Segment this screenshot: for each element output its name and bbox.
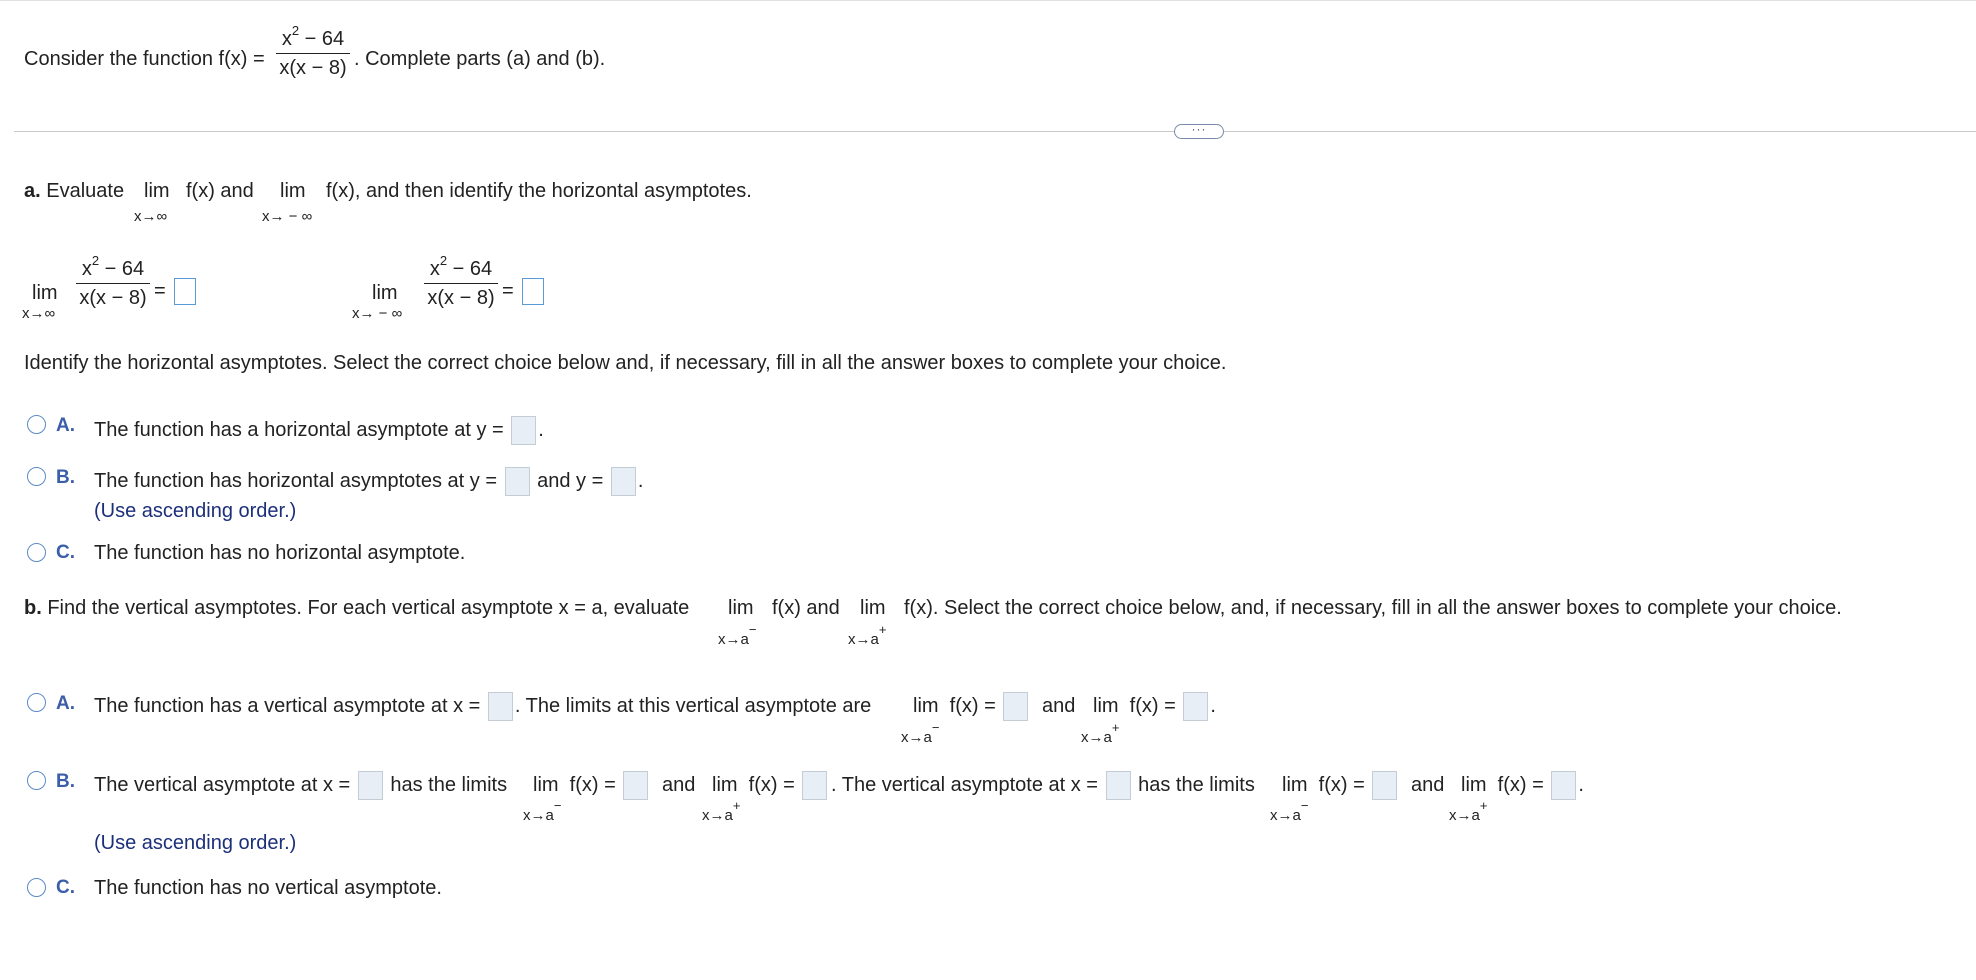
choice-a-a-letter: A. <box>56 415 75 436</box>
choice-a-a-text: The function has a horizontal asymptote at y = . <box>94 416 544 445</box>
choice-b-b-note: (Use ascending order.) <box>94 832 297 854</box>
choice-b-b-radio[interactable] <box>27 771 46 790</box>
choice-b-a-letter: A. <box>56 693 75 714</box>
part-a-label: a. <box>24 180 41 202</box>
choice-a-b-answer-box-1[interactable] <box>505 467 530 496</box>
choice-b-a-lim-2-box[interactable] <box>1183 692 1208 721</box>
choice-b-b-lim-1-box[interactable] <box>623 771 648 800</box>
choice-b-a-text: The function has a vertical asymptote at x = . The limits at this vertical asymptote are <box>94 692 871 721</box>
part-b-lim-1-sub: x→a− <box>718 622 757 648</box>
eq2-sub: x→ − ∞ <box>352 305 403 322</box>
choice-a-b-answer-box-2[interactable] <box>611 467 636 496</box>
choice-b-b-lim-2-box[interactable] <box>802 771 827 800</box>
choice-b-a-radio[interactable] <box>27 693 46 712</box>
choice-b-b-lim-2: lim f(x) = <box>712 771 829 800</box>
choice-b-a-x-box[interactable] <box>488 692 513 721</box>
function-fraction <box>276 23 350 79</box>
choice-a-c-letter: C. <box>56 542 75 563</box>
function-numerator: $x^2 - 64$ <box>276 28 350 54</box>
choice-a-a-radio[interactable] <box>27 415 46 434</box>
part-b-lim-1: lim <box>728 597 754 619</box>
choice-a-b-letter: B. <box>56 467 75 488</box>
choice-b-a-and: and <box>1042 695 1076 717</box>
eq2-equals: = <box>502 280 514 302</box>
choice-b-c-radio[interactable] <box>27 878 46 897</box>
choice-b-b-letter: B. <box>56 771 75 792</box>
choice-b-a-lim-1: lim f(x) = <box>913 692 1030 721</box>
part-b-prompt: b. Find the vertical asymptotes. For each vertical asymptote x = a, evaluate <box>24 597 690 619</box>
eq1-denominator: x(x − 8) <box>79 287 147 309</box>
eq2-lim: lim <box>372 282 398 304</box>
choice-b-b-lim-3: lim f(x) = <box>1282 771 1399 800</box>
choice-a-b-text: The function has horizontal asymptotes at y = and y = . <box>94 467 643 496</box>
choice-b-b-and-2: and <box>1411 774 1445 796</box>
question-prefix: Consider the function f(x) = <box>24 48 265 70</box>
eq1-numerator: $x^2 - 64$ <box>76 258 150 284</box>
choice-b-c-text: The function has no vertical asymptote. <box>94 877 442 899</box>
part-a-lim-2: lim <box>280 180 306 202</box>
eq2-fraction <box>424 253 498 309</box>
part-b-fx-and: f(x) and <box>772 597 840 619</box>
eq2-numerator: $x^2 - 64$ <box>424 258 498 284</box>
part-b-lim-2: lim <box>860 597 886 619</box>
eq1-sub: x→∞ <box>22 305 56 322</box>
part-a-lim-1: lim <box>144 180 170 202</box>
choice-b-b-lim-1-sub: x→a− <box>523 798 562 824</box>
choice-b-b-lim-4: lim f(x) = . <box>1461 771 1584 800</box>
part-a-instruction: Identify the horizontal asymptotes. Select the correct choice below and, if necessary, fill in all the answer boxes to complete your choice. <box>24 352 1227 374</box>
choice-a-c-radio[interactable] <box>27 543 46 562</box>
choice-b-b-x-box-1[interactable] <box>358 771 383 800</box>
choice-b-a-lim-1-sub: x→a− <box>901 720 940 746</box>
choice-a-c-text: The function has no horizontal asymptote. <box>94 542 466 564</box>
top-border <box>0 0 1976 1</box>
choice-b-c-letter: C. <box>56 877 75 898</box>
choice-a-b-note: (Use ascending order.) <box>94 500 297 522</box>
eq1-lim: lim <box>32 282 58 304</box>
eq2-denominator: x(x − 8) <box>427 287 495 309</box>
question-suffix: . Complete parts (a) and (b). <box>354 48 606 70</box>
part-a-lim-1-sub: x→∞ <box>134 208 168 225</box>
choice-b-b-x-box-2[interactable] <box>1106 771 1131 800</box>
part-a-fx-rest: f(x), and then identify the horizontal asymptotes. <box>326 180 752 202</box>
part-a-fx-and: f(x) and <box>186 180 254 202</box>
part-a-lim-2-sub: x→ − ∞ <box>262 208 313 225</box>
choice-b-b-lim-2-sub: x→a+ <box>702 798 741 824</box>
eq1-answer-box[interactable] <box>174 278 196 305</box>
choice-b-b-and-1: and <box>662 774 696 796</box>
eq1-fraction <box>76 253 150 309</box>
more-options-button[interactable]: ··· <box>1174 124 1224 139</box>
eq2-answer-box[interactable] <box>522 278 544 305</box>
choice-b-a-lim-1-box[interactable] <box>1003 692 1028 721</box>
choice-b-a-lim-2: lim f(x) = . <box>1093 692 1216 721</box>
eq1-equals: = <box>154 280 166 302</box>
choice-b-b-lim-1: lim f(x) = <box>533 771 650 800</box>
choice-b-b-lim-3-box[interactable] <box>1372 771 1397 800</box>
choice-b-b-lim-3-sub: x→a− <box>1270 798 1309 824</box>
part-b-lim-2-sub: x→a+ <box>848 622 887 648</box>
choice-b-a-lim-2-sub: x→a+ <box>1081 720 1120 746</box>
choice-b-b-text-2: . The vertical asymptote at x = has the limits <box>831 771 1255 800</box>
choice-b-b-text-1: The vertical asymptote at x = has the limits <box>94 771 507 800</box>
section-divider <box>14 131 1976 132</box>
function-denominator: x(x − 8) <box>279 57 347 79</box>
part-b-label: b. <box>24 597 42 619</box>
choice-a-b-radio[interactable] <box>27 467 46 486</box>
choice-b-b-lim-4-sub: x→a+ <box>1449 798 1488 824</box>
choice-b-b-lim-4-box[interactable] <box>1551 771 1576 800</box>
part-b-fx-rest: f(x). Select the correct choice below, and, if necessary, fill in all the answer boxes to complete your choice. <box>904 597 1842 619</box>
part-a-prompt: a. Evaluate <box>24 180 125 202</box>
choice-a-a-answer-box[interactable] <box>511 416 536 445</box>
